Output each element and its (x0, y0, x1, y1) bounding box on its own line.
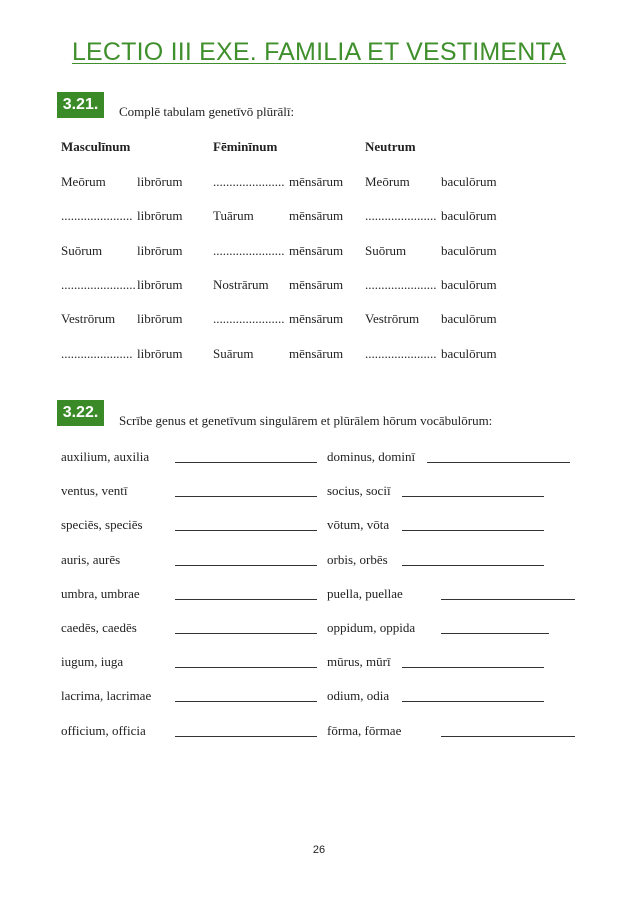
answer-line[interactable] (427, 462, 570, 463)
fem-noun-cell: mēnsārum (289, 208, 344, 224)
neut-pronoun-cell[interactable]: ...................... (365, 276, 437, 292)
masc-noun-cell: librōrum (137, 242, 183, 258)
vocab-word-right: puella, puellae (327, 585, 403, 601)
fem-pronoun-cell: Suārum (213, 345, 254, 361)
masc-pronoun-cell[interactable]: ...................... (61, 208, 133, 224)
answer-line[interactable] (175, 530, 317, 531)
masc-pronoun-cell[interactable]: ...................... (61, 345, 133, 361)
masc-noun-cell: librōrum (137, 345, 183, 361)
masc-noun-cell: librōrum (137, 174, 183, 189)
answer-line[interactable] (175, 462, 317, 463)
header-masculine: Masculīnum (61, 139, 131, 154)
answer-line[interactable] (402, 496, 544, 497)
masc-pronoun-cell[interactable]: ....................... (61, 276, 136, 292)
neut-noun-cell: baculōrum (441, 208, 497, 224)
fem-noun-cell: mēnsārum (289, 242, 344, 258)
neut-noun-cell: baculōrum (441, 276, 497, 292)
neut-pronoun-cell: Suōrum (365, 242, 407, 258)
exercise-number-badge: 3.21. (57, 92, 104, 118)
answer-line[interactable] (402, 565, 544, 566)
masc-noun-cell: librōrum (137, 208, 183, 224)
answer-line[interactable] (175, 736, 317, 737)
fem-noun-cell: mēnsārum (289, 174, 344, 189)
masc-noun-cell: librōrum (137, 276, 183, 292)
header-feminine: Fēminīnum (213, 139, 278, 154)
masc-pronoun-cell: Vestrōrum (61, 311, 116, 327)
page-title: LECTIO III EXE. FAMILIA ET VESTIMENTA (71, 38, 567, 66)
answer-line[interactable] (175, 599, 317, 600)
answer-line[interactable] (175, 667, 317, 668)
neut-pronoun-cell: Vestrōrum (365, 311, 420, 327)
vocab-word-right: odium, odia (327, 688, 390, 704)
fem-pronoun-cell: Nostrārum (213, 276, 269, 292)
answer-line[interactable] (175, 565, 317, 566)
fem-noun-cell: mēnsārum (289, 311, 344, 327)
exercise-number-badge: 3.22. (57, 400, 104, 426)
vocab-word-left: officium, officia (61, 722, 146, 738)
neut-noun-cell: baculōrum (441, 311, 497, 327)
fem-noun-cell: mēnsārum (289, 276, 344, 292)
vocab-word-left: iugum, iuga (61, 654, 124, 670)
neut-pronoun-cell: Meōrum (365, 174, 410, 189)
masc-pronoun-cell: Suōrum (61, 242, 103, 258)
vocab-word-left: ventus, ventī (61, 483, 128, 499)
vocab-word-right: dominus, dominī (327, 449, 416, 464)
vocab-word-left: lacrima, lacrimae (61, 688, 152, 704)
vocab-word-right: orbis, orbēs (327, 551, 388, 567)
answer-line[interactable] (402, 701, 544, 702)
header-neuter: Neutrum (365, 139, 416, 154)
answer-line[interactable] (175, 701, 317, 702)
masc-pronoun-cell: Meōrum (61, 174, 106, 189)
exercise-instruction: Scrībe genus et genetīvum singulārem et plūrālem hōrum vocābulōrum: (119, 413, 493, 428)
answer-line[interactable] (441, 736, 575, 737)
page-number: 26 (312, 844, 326, 856)
neut-noun-cell: baculōrum (441, 174, 497, 189)
answer-line[interactable] (175, 633, 317, 634)
vocab-word-left: auris, aurēs (61, 551, 121, 567)
answer-line[interactable] (441, 599, 575, 600)
neut-pronoun-cell[interactable]: ...................... (365, 345, 437, 361)
fem-noun-cell: mēnsārum (289, 345, 344, 361)
fem-pronoun-cell[interactable]: ...................... (213, 242, 285, 258)
vocab-word-right: mūrus, mūrī (327, 654, 391, 670)
vocab-word-left: speciēs, speciēs (61, 517, 143, 533)
vocab-word-right: vōtum, vōta (327, 517, 390, 533)
vocab-word-right: socius, sociī (327, 483, 391, 499)
exercise-instruction: Complē tabulam genetīvō plūrālī: (119, 104, 295, 119)
vocab-word-right: oppidum, oppida (327, 620, 416, 635)
fem-pronoun-cell: Tuārum (213, 208, 254, 224)
neut-noun-cell: baculōrum (441, 345, 497, 361)
vocab-word-right: fōrma, fōrmae (327, 722, 402, 738)
fem-pronoun-cell[interactable]: ...................... (213, 311, 285, 327)
masc-noun-cell: librōrum (137, 311, 183, 327)
answer-line[interactable] (441, 633, 549, 634)
answer-line[interactable] (402, 530, 544, 531)
neut-noun-cell: baculōrum (441, 242, 497, 258)
vocab-word-left: auxilium, auxilia (61, 449, 150, 464)
answer-line[interactable] (402, 667, 544, 668)
vocab-word-left: umbra, umbrae (61, 585, 140, 601)
answer-line[interactable] (175, 496, 317, 497)
neut-pronoun-cell[interactable]: ...................... (365, 208, 437, 224)
fem-pronoun-cell[interactable]: ...................... (213, 174, 285, 189)
vocab-word-left: caedēs, caedēs (61, 620, 137, 635)
